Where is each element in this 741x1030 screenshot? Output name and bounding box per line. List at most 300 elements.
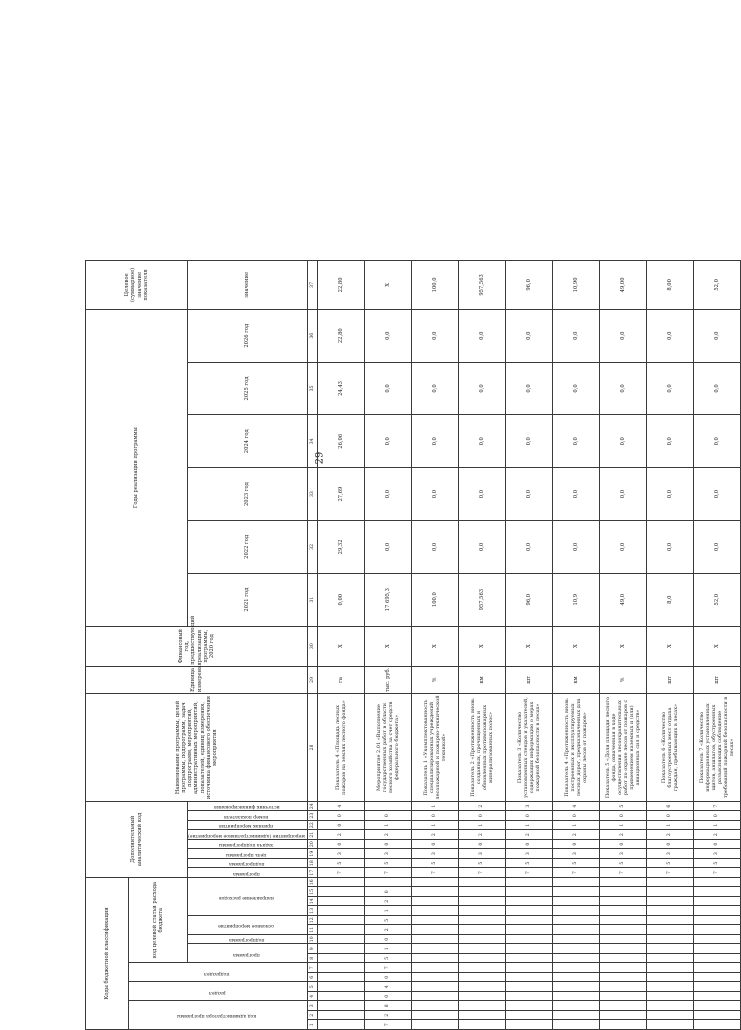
code-cell: 1 [553,820,600,830]
row-name: Показатель 4 «Протяженность вновь построенных и эксплуатируемых лесных дорог, предназначенных для охраны лесов от пожаров» [553,694,600,802]
code-cell: 0 [365,839,412,849]
column-number: 29 [308,666,318,693]
column-number-row [308,261,318,1030]
year-value: 0,0 [553,362,600,415]
code-cell [318,1011,365,1021]
code-cell [694,887,741,897]
year-value: 0,0 [506,362,553,415]
code-cell [412,954,459,964]
landscape-sheet [85,260,736,1030]
code-cell: 3 [506,801,553,811]
code-cell [600,906,647,916]
code-cell [365,801,412,811]
ext-program-col: программа [188,868,308,878]
year-value: 0,0 [365,362,412,415]
code-cell: 3 [318,849,365,859]
year-value: 0,0 [553,520,600,573]
row-base-year: X [553,626,600,666]
code-cell: 1 [694,820,741,830]
code-cell: 2 [600,830,647,840]
row-name: Показатель 7 «Количество информационных установленных щитов, аншлагов, обустроенных разъясняющих соблюдение требований пожарной безопасности в лесах» [694,694,741,802]
code-cell [365,877,412,887]
code-cell [600,1011,647,1021]
column-number: 28 [308,694,318,802]
year-value: 96,0 [506,573,553,626]
year-value: 0,00 [318,573,365,626]
code-cell [647,963,694,973]
year-value: 0,0 [600,520,647,573]
year-value: 22,80 [318,309,365,362]
ext-issue-col: задача подпрограммы [188,839,308,849]
row-unit: % [600,666,647,693]
code-cell: 2 [365,830,412,840]
year-value: 0,0 [600,415,647,468]
code-cell [600,1001,647,1011]
code-cell: 0 [600,839,647,849]
code-cell [694,944,741,954]
code-cell: 0 [506,811,553,821]
table-row [694,261,741,1030]
year-value: 0,0 [647,309,694,362]
year-value: 0,0 [365,415,412,468]
row-name: Показатель 2 «Протяженность вновь созданных, прочищенных и обновленных противопожарных минерализованных полос» [459,694,506,802]
column-number: 16 [308,877,318,887]
column-number: 15 [308,887,318,897]
year-2024-header: 2024 год [188,415,308,468]
code-cell [647,973,694,983]
code-cell: 1 [412,820,459,830]
code-cell: 7 [647,868,694,878]
column-number: 23 [308,811,318,821]
year-value: 0,0 [600,362,647,415]
column-number: 31 [308,573,318,626]
code-cell [600,973,647,983]
code-cell [459,1020,506,1030]
code-cell [412,944,459,954]
code-cell [506,963,553,973]
code-cell: 0 [365,935,412,945]
code-cell: 7 [553,868,600,878]
year-value: 0,0 [553,468,600,521]
budget-class-header: Коды бюджетной классификации [86,877,129,1029]
code-cell: 0 [647,839,694,849]
column-number: 14 [308,897,318,907]
code-cell [412,982,459,992]
year-value: 0,0 [459,362,506,415]
year-value: 0,0 [694,362,741,415]
column-number: 19 [308,849,318,859]
code-cell [600,935,647,945]
ext-subprogram-col: подпрограмма [188,858,308,868]
column-number: 32 [308,520,318,573]
year-value: 0,0 [647,520,694,573]
code-cell [459,935,506,945]
row-unit: км [459,666,506,693]
row-base-year: X [506,626,553,666]
code-cell [553,1001,600,1011]
row-name: Показатель 3 «Количество установленных стендов и указателей, содержащих информацию о мерах пожарной безопасности в лесах» [506,694,553,802]
code-cell: 2 [647,830,694,840]
column-number: 24 [308,801,318,811]
code-cell: 2 [365,925,412,935]
code-cell [694,906,741,916]
code-cell [694,954,741,964]
code-cell [694,916,741,926]
event-direction-col: направление расходов [188,877,308,915]
row-total: 96,0 [506,261,553,310]
code-cell [600,877,647,887]
code-cell [647,1001,694,1011]
code-cell [553,887,600,897]
code-cell [412,877,459,887]
column-number: 34 [308,415,318,468]
year-value: 0,0 [412,468,459,521]
code-cell [318,954,365,964]
row-name: Показатель 5 «Доля площади лесного фонда, охваченная в ходе осуществления лесоохранительных работ по охране лесов от пожаров с применением наземных и (или) авиационных сил и средств» [600,694,647,802]
code-cell: 0 [318,820,365,830]
code-cell: 3 [694,849,741,859]
year-value: 8,0 [647,573,694,626]
code-cell [459,906,506,916]
code-cell: 7 [365,1020,412,1030]
column-number: 7 [308,963,318,973]
code-cell [647,906,694,916]
code-cell: 2 [318,830,365,840]
year-value: 0,0 [506,415,553,468]
year-value: 0,0 [694,468,741,521]
code-cell: 0 [600,811,647,821]
year-2022-header: 2022 год [188,520,308,573]
row-name: Показатель 4 «Площадь лесных пожаров на землях лесного фонда» [318,694,365,802]
code-cell [647,877,694,887]
code-cell [506,1020,553,1030]
code-cell: 1 [647,820,694,830]
code-cell [553,935,600,945]
code-cell: 0 [459,839,506,849]
year-value: 0,0 [459,415,506,468]
code-cell [459,982,506,992]
code-cell: 0 [365,887,412,897]
code-cell [459,897,506,907]
code-cell [553,992,600,1002]
program-col: программа [188,944,308,963]
admin-code-header: код администратора программы [129,1001,308,1030]
name-header: Наименование программы, целей программы, подпрограмм, задач подпрограмм, мероприятий, административных мероприятий, показателей, единиц измерения, источника финансового обеспечения мероприятия [86,694,308,802]
code-cell [318,1020,365,1030]
code-cell: 0 [553,811,600,821]
column-number: 1 [308,1020,318,1030]
code-cell [318,963,365,973]
column-number: 6 [308,973,318,983]
year-value: 0,0 [600,309,647,362]
code-cell [506,935,553,945]
code-cell [459,877,506,887]
year-value: 17 695,3 [365,573,412,626]
code-cell [412,897,459,907]
code-cell [647,1020,694,1030]
code-cell [459,954,506,964]
code-cell: 5 [459,858,506,868]
target-code-header: код целевой статьи расхода бюджета [129,877,188,963]
code-cell: 0 [459,811,506,821]
code-cell [694,925,741,935]
row-total: 100,0 [412,261,459,310]
year-value: 0,0 [365,520,412,573]
code-cell [459,916,506,926]
code-cell [412,1001,459,1011]
year-value: 0,0 [412,520,459,573]
code-cell [506,982,553,992]
code-cell [694,992,741,1002]
code-cell: 1 [412,801,459,811]
code-cell [553,897,600,907]
code-cell: 5 [318,858,365,868]
code-cell [694,973,741,983]
code-cell: 5 [694,858,741,868]
column-number: 12 [308,916,318,926]
code-cell [553,916,600,926]
years-header: Годы реализации программы [86,309,188,626]
code-cell [694,897,741,907]
code-cell: 0 [365,973,412,983]
column-number: 13 [308,906,318,916]
code-cell [318,973,365,983]
row-total: 10,90 [553,261,600,310]
year-value: 0,0 [506,468,553,521]
code-cell [412,906,459,916]
code-cell [318,935,365,945]
code-cell [506,1001,553,1011]
final-header: Целевое (суммарное) значение показателя [86,261,188,310]
year-value: 26,06 [318,415,365,468]
code-cell: 2 [365,897,412,907]
table-row [647,261,694,1030]
code-cell [694,963,741,973]
code-cell [553,963,600,973]
code-cell: 3 [365,849,412,859]
code-cell: 0 [647,811,694,821]
code-cell: 2 [412,830,459,840]
code-cell [318,1001,365,1011]
year-value: 24,43 [318,362,365,415]
code-cell [694,1020,741,1030]
code-cell [318,897,365,907]
column-number: 17 [308,868,318,878]
code-cell: 6 [647,801,694,811]
code-cell: 0 [365,992,412,1002]
column-number: 37 [308,261,318,310]
code-cell [647,897,694,907]
column-number: 22 [308,820,318,830]
column-number: 9 [308,944,318,954]
code-cell [318,992,365,1002]
extra-code-header: Дополнительный аналитический код [86,801,188,877]
code-cell [647,944,694,954]
code-cell [647,887,694,897]
year-value: 957,563 [459,573,506,626]
code-cell: 5 [412,858,459,868]
code-cell: 5 [553,858,600,868]
year-value: 10,9 [553,573,600,626]
code-cell [318,925,365,935]
code-cell: 3 [647,849,694,859]
year-value: 0,0 [506,309,553,362]
code-cell: 4 [318,801,365,811]
code-cell [506,887,553,897]
code-cell [506,916,553,926]
year-value: 0,0 [647,468,694,521]
year-value: 0,0 [647,362,694,415]
year-2025-header: 2025 год [188,362,308,415]
code-cell [647,925,694,935]
code-cell: 7 [365,963,412,973]
year-value: 0,0 [694,520,741,573]
code-cell: 0 [318,811,365,821]
code-cell: 2 [506,830,553,840]
column-number: 35 [308,362,318,415]
code-cell: 7 [318,868,365,878]
code-cell: 7 [600,868,647,878]
column-number: 4 [308,992,318,1002]
code-cell [459,963,506,973]
column-number: 21 [308,830,318,840]
row-total: 52,0 [694,261,741,310]
ext-indicator-num-col: номер показателя [188,811,308,821]
code-cell: 2 [459,801,506,811]
row-unit: тыс. руб. [365,666,412,693]
main-event-col: основное мероприятие [188,916,308,935]
code-cell [553,925,600,935]
year-value: 29,32 [318,520,365,573]
code-cell [506,954,553,964]
ext-indicator-type-col: признак мероприятия [188,820,308,830]
code-cell [412,1011,459,1021]
code-cell [600,982,647,992]
code-cell: 1 [600,820,647,830]
year-value: 0,0 [600,468,647,521]
code-cell: 5 [365,916,412,926]
code-cell [694,935,741,945]
code-cell [412,1020,459,1030]
unit-header: Единица измерения [86,666,308,693]
code-cell: 0 [412,839,459,849]
code-cell: 5 [365,858,412,868]
row-name: Мероприятие 2.01 «Выполнение государственных работ в области лесного хозяйства за счет средств федерального бюджета» [365,694,412,802]
row-base-year: X [412,626,459,666]
column-number: 8 [308,954,318,964]
year-value: 0,0 [459,309,506,362]
code-cell: 5 [365,954,412,964]
year-value: 0,0 [412,362,459,415]
code-cell: 0 [412,811,459,821]
code-cell [412,925,459,935]
code-cell: 1 [365,820,412,830]
year-value: 0,0 [506,520,553,573]
code-cell: 7 [694,868,741,878]
code-cell [600,944,647,954]
code-cell: 5 [506,858,553,868]
code-cell [318,916,365,926]
year-value: 0,0 [365,468,412,521]
column-number: 36 [308,309,318,362]
code-cell: 0 [318,839,365,849]
code-cell [412,887,459,897]
code-cell [647,1011,694,1021]
code-cell: 0 [365,811,412,821]
code-cell [412,992,459,1002]
year-value: 0,0 [459,520,506,573]
code-cell [459,992,506,1002]
table-row [600,261,647,1030]
row-unit: км [553,666,600,693]
column-number: 2 [308,1011,318,1021]
code-cell [506,877,553,887]
year-2026-header: 2026 год [188,309,308,362]
code-cell: 5 [600,801,647,811]
table-row [318,261,365,1030]
code-cell [600,1020,647,1030]
code-cell [506,897,553,907]
row-unit: шт [506,666,553,693]
code-cell: 3 [412,849,459,859]
row-unit: шт [647,666,694,693]
code-cell [694,877,741,887]
code-cell [459,925,506,935]
code-cell [600,992,647,1002]
code-cell [553,1011,600,1021]
page-number: 29 [313,451,325,465]
table-row [412,261,459,1030]
row-base-year: X [365,626,412,666]
section-header: раздел [129,982,308,1001]
code-cell [553,954,600,964]
code-cell: 5 [647,858,694,868]
year-value: 52,0 [694,573,741,626]
code-cell: 3 [600,849,647,859]
ext-event-col: мероприятие (административное мероприятие) [188,830,308,840]
year-value: 0,0 [412,415,459,468]
final-value-header: значение [188,261,308,310]
code-cell: 7 [459,868,506,878]
code-cell: 0 [694,811,741,821]
table-row [506,261,553,1030]
code-cell [553,973,600,983]
column-number: 20 [308,839,318,849]
code-cell: 4 [553,801,600,811]
column-number: 10 [308,935,318,945]
code-cell [694,1011,741,1021]
row-total: 49,00 [600,261,647,310]
code-cell [412,963,459,973]
code-cell [694,982,741,992]
row-total: X [365,261,412,310]
code-cell [318,906,365,916]
code-cell [647,982,694,992]
row-base-year: X [459,626,506,666]
column-number: 11 [308,925,318,935]
code-cell: 2 [365,1011,412,1021]
year-value: 0,0 [553,415,600,468]
code-cell: 7 [365,868,412,878]
code-cell: 1 [459,820,506,830]
code-cell: 4 [365,982,412,992]
code-cell [459,973,506,983]
code-cell [553,1020,600,1030]
code-cell [694,1001,741,1011]
code-cell: 8 [365,1001,412,1011]
year-value: 27,69 [318,468,365,521]
row-base-year: X [647,626,694,666]
